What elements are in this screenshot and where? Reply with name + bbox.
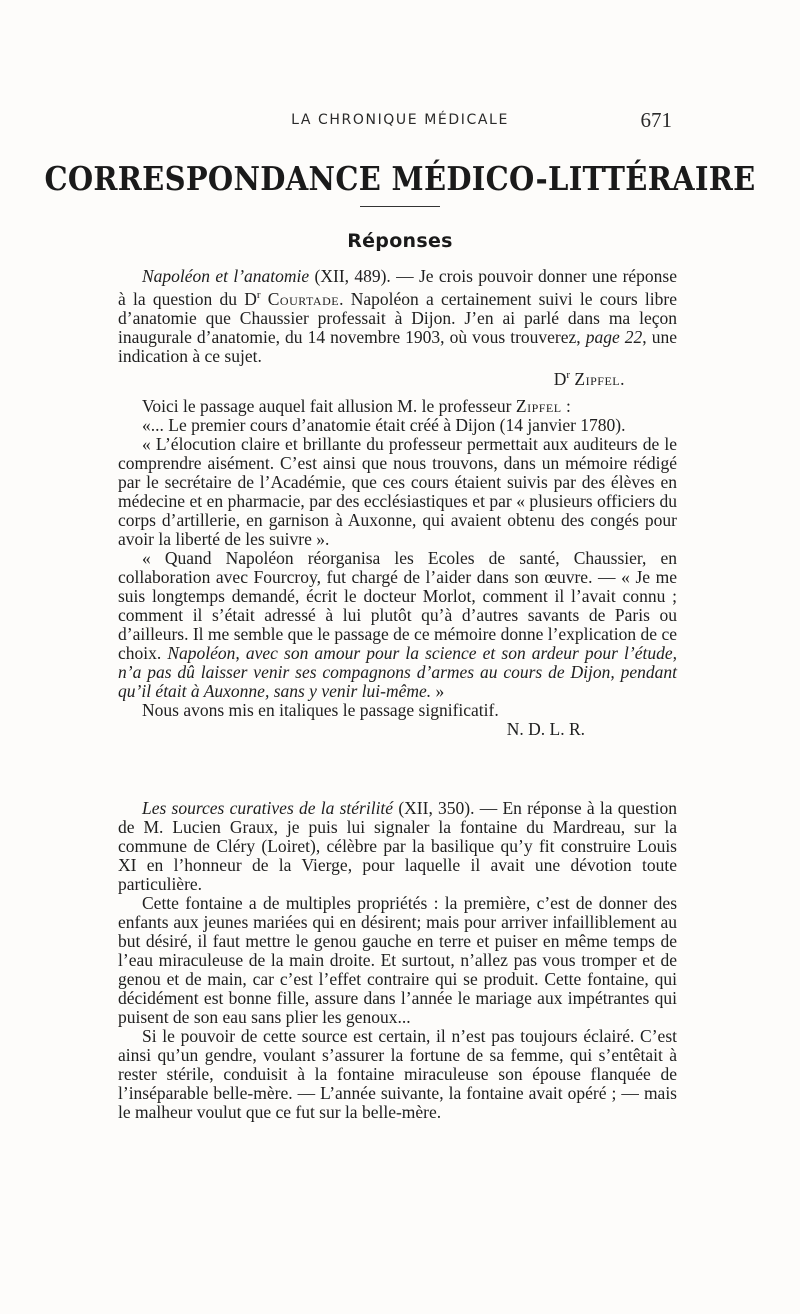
running-title: LA CHRONIQUE MÉDICALE [291, 112, 509, 128]
editor-note: Nous avons mis en italiques le passage significatif. [142, 700, 499, 720]
signature: $D^r$ Zipfel. [553, 368, 625, 389]
reply-intro: Voici le passage auquel fait allusion M. le professeur Zipfel : [142, 396, 571, 416]
italic-passage: Napoléon, avec son amour pour la science et son ardeur pour l’étude, n’a pas dû laisser venir ses compagnons d’armes au cours de Dijon, pendant qu’il était à Auxonne, sans y venir lui-même. [118, 643, 677, 701]
title-divider [360, 206, 440, 207]
quote-paragraph: « Quand Napoléon réorganisa les Ecoles de santé, Chaussier, en collaboration avec Fourcroy, fut chargé de l’aider dans son œuvre. — « Je me suis longtemps demandé, écrit le docteur Morlot, comment il l’avait connu ; comment il s’était adressé à lui plutôt qu’à d’autres savants de Paris ou d’ailleurs. Il me semble que le passage de ce mémoire donne l’explication de ce choix. Napoléon, avec son amour pour la science et son ardeur pour l’étude, n’a pas dû laisser venir ses compagnons d’armes au cours de Dijon, pendant qu’il était à Auxonne, sans y venir lui-même. » [118, 548, 677, 701]
author-name: Courtade [267, 288, 340, 309]
section-title: CORRESPONDANCE MÉDICO-LITTÉRAIRE [44, 160, 756, 199]
running-head [0, 108, 800, 136]
entry-paragraph: Cette fontaine a de multiples propriétés : la première, c’est de donner des enfants aux jeunes mariées qui en désirent; mais pour arriver infailliblement au but désiré, il faut mettre le genou gauche en terre et puiser en même temps de l’eau miraculeuse de la main droite. Et surtout, n’allez pas vous tromper et de genou et de main, car c’est l’effet contraire qui se produit. Cette fontaine, qui décidément est bonne fille, assure dans l’année le mariage aux impétrantes qui puisent de son eau sans plier les genoux... [118, 893, 677, 1027]
entry-paragraph: Napoléon et l’anatomie (XII, 489). — Je crois pouvoir donner une réponse à la question du $D^r$ Courtade. Napoléon a certainement suivi le cours libre d’anatomie que Chaussier professait à Dijon. J’en ai parlé dans ma leçon inaugurale d’anatomie, du 14 novembre 1903, où vous trouverez, page 22, une indication à ce sujet. [118, 266, 677, 366]
entry-topic: Les sources curatives de la stérilité [142, 798, 394, 818]
entry-topic: Napoléon et l’anatomie [142, 266, 310, 286]
entry-sources-curatives [118, 799, 677, 1122]
page-reference: page 22 [585, 326, 643, 347]
entry-paragraph: Les sources curatives de la stérilité (XII, 350). — En réponse à la question de M. Lucien Graux, je puis lui signaler la fontaine du Mardreau, sur la commune de Cléry (Loiret), célèbre par la basilique qu’y fit construire Louis XI en l’honneur de la Vierge, pour laquelle il avait une dévotion toute particulière. [118, 798, 678, 894]
entry-paragraph: Si le pouvoir de cette source est certain, il n’est pas toujours éclairé. C’est ainsi qu’un gendre, voulant s’assurer la fortune de sa femme, qui s’entêtait à rester stérile, conduisit à la fontaine miraculeuse son épouse flanquée de l’inséparable belle-mère. — L’année suivante, la fontaine avait opéré ; — mais le malheur voulut que ce fut sur la belle-mère. [118, 1026, 677, 1122]
editor-signature: N. D. L. R. [506, 719, 585, 739]
entry-napoleon-anatomie [118, 267, 677, 389]
quote-paragraph: « L’élocution claire et brillante du professeur permettait aux auditeurs de le comprendre aisément. C’est ainsi que nous trouvons, dans un mémoire rédigé par le secrétaire de l’Académie, que ces cours étaient suivis par des élèves en médecine et en pharmacie, par des ecclésiastiques et par « plusieurs officiers du corps d’artillerie, en garnison à Auxonne, qui avaient obtenu des congés pour avoir la liberté de les suivre ». [118, 434, 677, 549]
editorial-reply [118, 397, 677, 739]
page-number: 671 [640, 108, 672, 132]
subsection-title: Réponses [347, 230, 453, 252]
quote-paragraph: «... Le premier cours d’anatomie était créé à Dijon (14 janvier 1780). [142, 415, 626, 435]
